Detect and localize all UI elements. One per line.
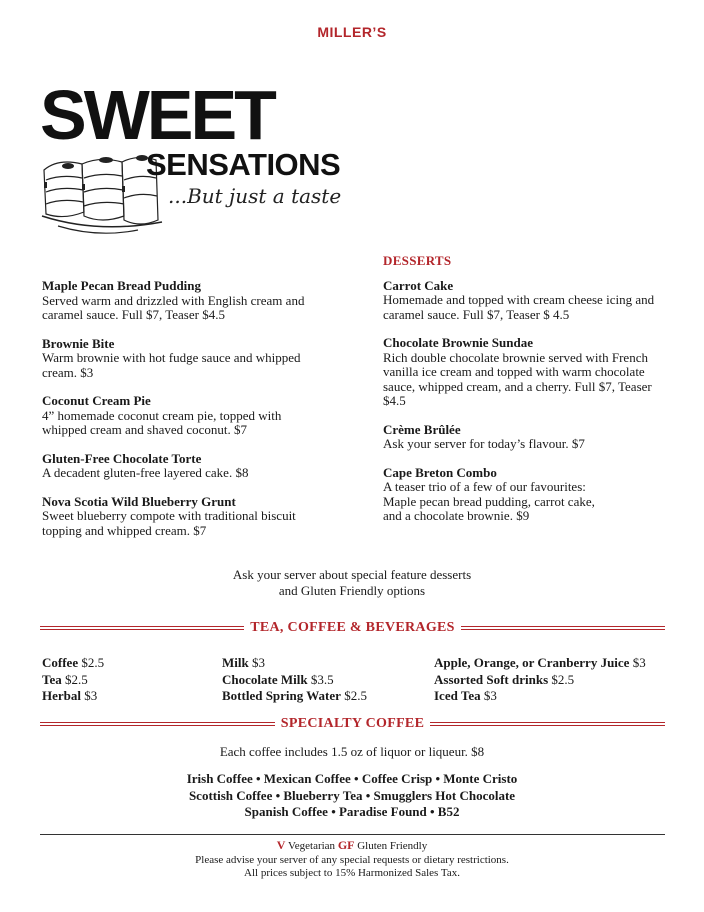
beverage-item [42,655,104,672]
beverage-price: $3.5 [310,671,334,687]
left-dessert-column [42,279,342,552]
specialty-note: Each coffee includes 1.5 oz of liquor or liqueur. $8 [219,744,485,759]
vegetarian-label: Vegetarian [288,840,336,852]
menu-item [42,452,342,481]
beverage-price: $2.5 [344,688,367,703]
vegetarian-key: V [276,838,286,852]
item-description: Homemade and topped with cream cheese icing and caramel sauce. Full $7, Teaser $ 4.5 [383,292,655,322]
menu-item [383,466,683,524]
feature-desserts-note: Ask your server about special feature desserts and Gluten Friendly options [232,567,472,598]
menu-item [383,279,683,323]
item-name: Gluten-Free Chocolate Torte [42,450,202,466]
beverage-name: Coffee [42,655,79,670]
divider-rule [430,722,665,726]
beverages-heading: TEA, COFFEE & BEVERAGES [250,620,455,635]
item-description: Sweet blueberry compote with traditional biscuit topping and whipped cream. $7 [42,508,296,538]
beverage-name: Bottled Spring Water [222,688,341,703]
beverage-price: $3 [251,655,265,670]
item-name: Coconut Cream Pie [42,393,151,408]
menu-item [42,495,342,539]
menu-item [383,336,683,409]
item-description: Ask your server for today’s flavour. $7 [383,436,585,451]
beverage-item [222,672,367,689]
beverage-name: Apple, Orange, or Cranberry Juice [434,655,630,670]
gluten-friendly-label: Gluten Friendly [357,840,428,852]
item-name: Cape Breton Combo [383,464,497,480]
beverage-item [222,688,367,705]
specialty-line: Spanish Coffee • Paradise Found • B52 [244,804,460,819]
tax-note: All prices subject to 15% Harmonized Sales Tax. [244,867,460,879]
menu-item [383,423,683,452]
footer-divider [40,834,665,835]
menu-item [42,279,342,323]
item-name: Nova Scotia Wild Blueberry Grunt [42,493,236,509]
beverages-section-divider [40,620,665,636]
beverage-item [42,672,104,689]
logo-title-sensations: SENSATIONS [146,147,341,182]
dietary-legend [0,839,704,854]
beverage-item [434,655,646,672]
divider-rule [40,626,244,630]
menu-item [42,337,342,381]
desserts-heading: DESSERTS [383,253,452,268]
beverage-name: Milk [222,655,249,670]
beverage-price: $2.5 [81,655,105,670]
item-name: Brownie Bite [42,335,115,351]
item-name: Crème Brûlée [383,421,461,437]
item-description: Rich double chocolate brownie served with French vanilla ice cream and topped with warm chocolate sauce, whipped cream, and a cherry. Full $7, Teaser $4.5 [383,349,652,408]
beverage-item [434,688,646,705]
beverage-column [42,655,104,705]
specialty-heading: SPECIALTY COFFEE [280,716,425,731]
beverage-column [434,655,646,705]
beverage-name: Iced Tea [434,688,481,703]
beverage-item [42,688,104,705]
beverage-price: $3 [632,655,646,670]
menu-item [42,394,342,438]
logo-tagline: ...But just a taste [168,184,342,208]
restaurant-name: MILLER’S [317,24,387,40]
beverage-price: $3 [483,688,497,703]
item-description: A decadent gluten-free layered cake. $8 [42,465,249,480]
beverage-item [222,655,367,672]
item-name: Chocolate Brownie Sundae [383,335,533,350]
gluten-friendly-key: GF [337,838,355,852]
beverage-price: $2.5 [65,671,88,687]
specialty-line: Scottish Coffee • Blueberry Tea • Smugglers Hot Chocolate [188,787,516,803]
beverage-name: Chocolate Milk [222,671,308,687]
beverage-name: Tea [42,671,62,687]
item-description: A teaser trio of a few of our favourites: Maple pecan bread pudding, carrot cake, and a chocolate brownie. $9 [383,479,595,523]
item-description: 4” homemade coconut cream pie, topped with whipped cream and shaved coconut. $7 [42,407,282,437]
footer [0,839,704,881]
dietary-advice: Please advise your server of any special requests or dietary restrictions. [195,853,509,866]
beverage-price: $2.5 [551,671,575,687]
beverage-column [222,655,367,705]
item-name: Maple Pecan Bread Pudding [42,278,202,293]
beverage-name: Assorted Soft drinks [434,671,549,687]
beverage-item [434,672,646,689]
specialty-line: Irish Coffee • Mexican Coffee • Coffee Crisp • Monte Cristo [186,771,518,786]
specialty-coffee-list [0,771,704,821]
beverage-price: $3 [84,688,98,703]
item-name: Carrot Cake [383,277,454,293]
specialty-section-divider [40,716,665,732]
beverage-name: Herbal [42,688,81,703]
divider-rule [40,722,275,726]
logo-title-sweet: SWEET [40,76,274,154]
item-description: Served warm and drizzled with English cream and caramel sauce. Full $7, Teaser $4.5 [42,292,305,322]
item-description: Warm brownie with hot fudge sauce and whipped cream. $3 [42,350,301,380]
divider-rule [461,626,665,630]
desserts-column [383,254,683,538]
